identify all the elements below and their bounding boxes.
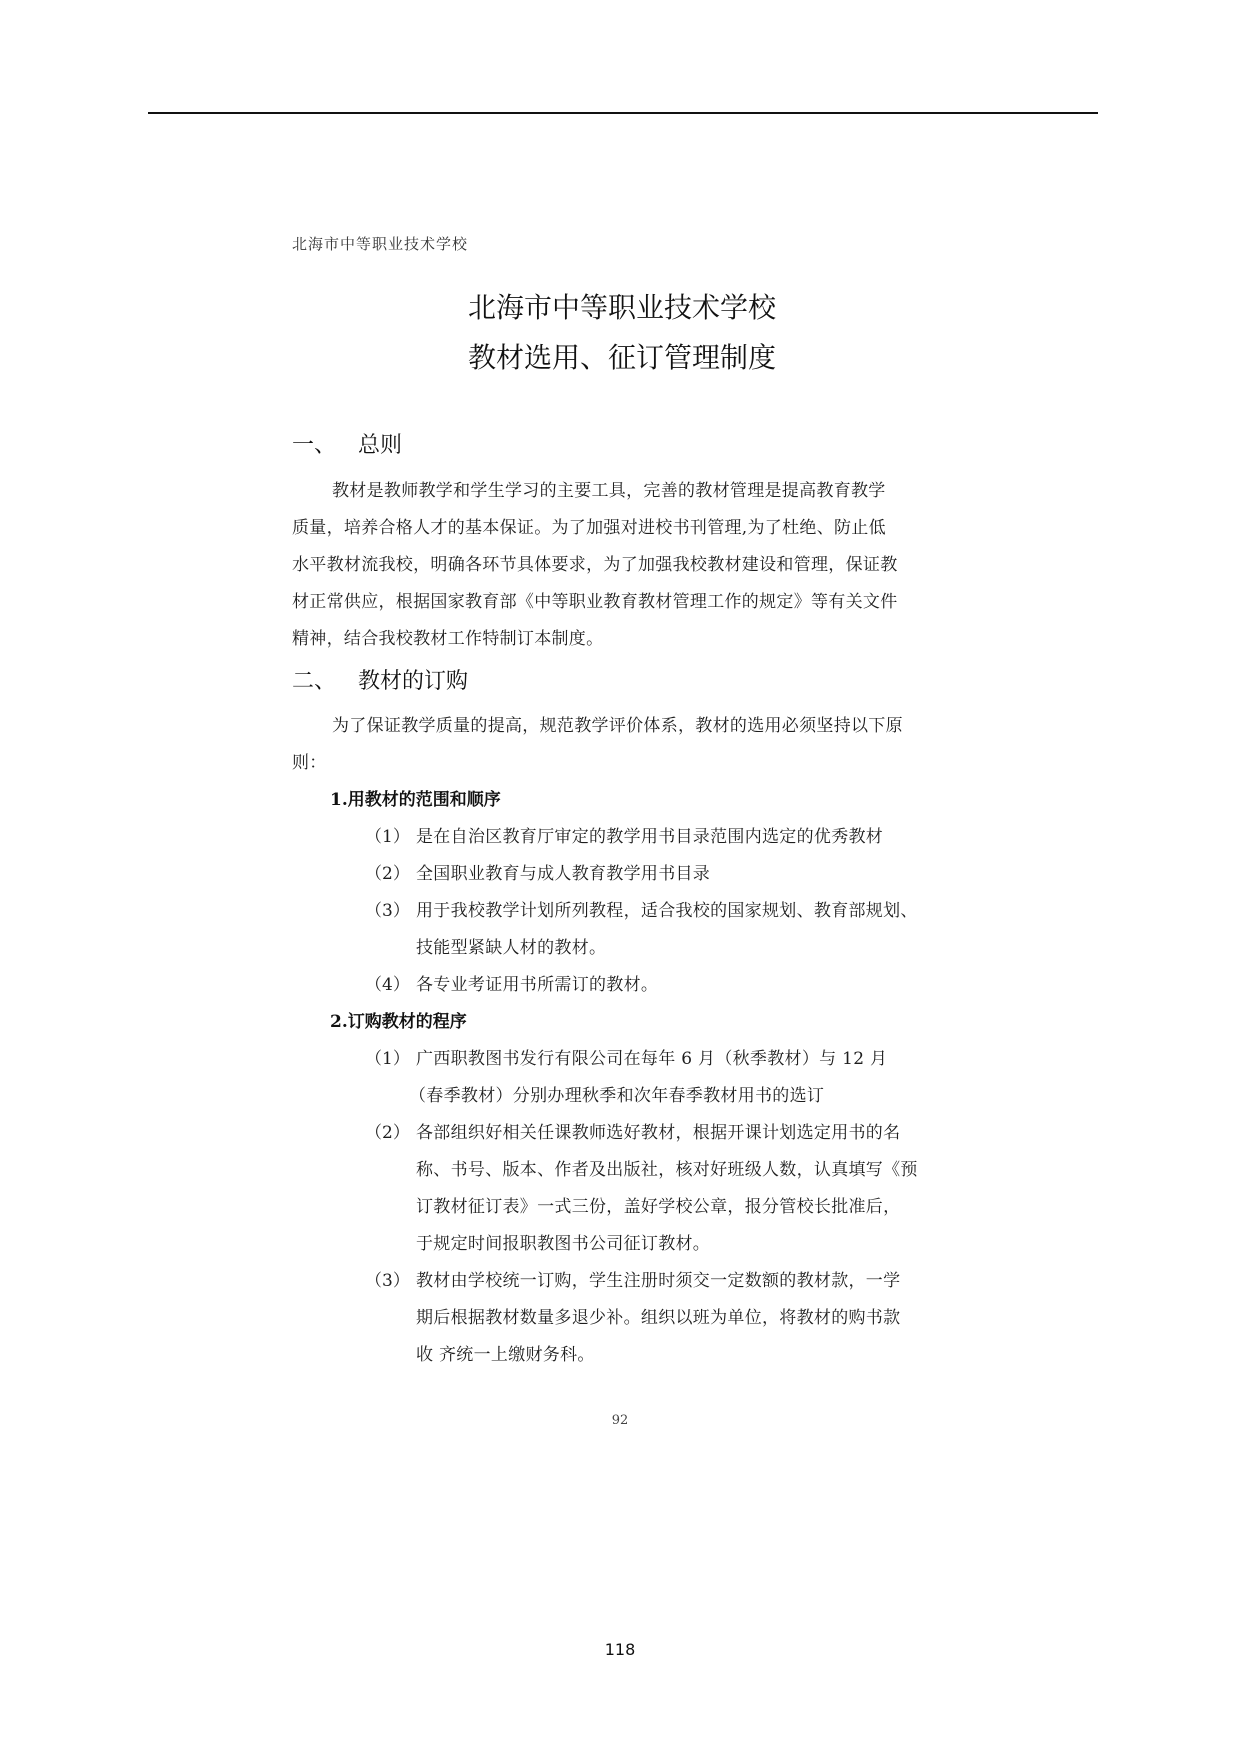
sub1-item-text: 是在自治区教育厅审定的教学用书目录范围内选定的优秀教材 <box>416 827 884 847</box>
section1-paragraph-line: 教材是教师教学和学生学习的主要工具，完善的教材管理是提高教育教学 <box>332 481 886 501</box>
section2-heading <box>292 664 468 695</box>
section1-paragraph-line: 精神，结合我校教材工作特制订本制度。 <box>292 629 604 649</box>
sub2-item-text: 于规定时间报职教图书公司征订教材。 <box>416 1234 711 1254</box>
sub2-item-text: 教材由学校统一订购，学生注册时须交一定数额的教材款，一学 <box>416 1271 901 1291</box>
sub2-item-number: （2） <box>365 1123 410 1143</box>
document-title-line2: 教材选用、征订管理制度 <box>467 341 776 374</box>
sub1-item-number: （4） <box>365 975 410 995</box>
sub2-item-text: 各部组织好相关任课教师选好教材，根据开课计划选定用书的名 <box>416 1123 901 1143</box>
section2-intro-line: 则： <box>292 753 327 773</box>
section1-paragraph-line: 材正常供应，根据国家教育部《中等职业教育教材管理工作的规定》等有关文件 <box>292 592 898 612</box>
sub2-item-number: （1） <box>365 1049 410 1069</box>
inner-page-number: 92 <box>611 1413 629 1428</box>
document-title-line1: 北海市中等职业技术学校 <box>467 291 776 324</box>
sub2-item-text: 称、书号、版本、作者及出版社，核对好班级人数，认真填写《预 <box>416 1160 918 1180</box>
sub2-item-text: 收 齐统一上缴财务科。 <box>416 1345 595 1365</box>
sub1-item-text: 全国职业教育与成人教育教学用书目录 <box>416 864 711 884</box>
sub1-title: 1.用教材的范围和顺序 <box>330 790 501 810</box>
header-rule <box>148 112 1098 114</box>
sub2-title: 2.订购教材的程序 <box>330 1012 467 1032</box>
section1-paragraph-line: 质量，培养合格人才的基本保证。为了加强对进校书刊管理,为了杜绝、防止低 <box>292 518 886 538</box>
sub2-item-text: 广西职教图书发行有限公司在每年 6 月（秋季教材）与 12 月 <box>416 1049 888 1069</box>
header-school-name: 北海市中等职业技术学校 <box>292 235 469 253</box>
section2-number: 二、 <box>292 669 337 694</box>
sub2-item-text: （春季教材）分别办理秋季和次年春季教材用书的选订 <box>409 1086 825 1106</box>
sub2-item-number: （3） <box>365 1271 410 1291</box>
section1-number: 一、 <box>292 433 337 458</box>
sub2-item-text: 期后根据教材数量多退少补。组织以班为单位，将教材的购书款 <box>416 1308 901 1328</box>
section1-title: 总则 <box>358 433 403 458</box>
section2-title: 教材的订购 <box>358 669 469 694</box>
sub1-item-text: 各专业考证用书所需订的教材。 <box>416 975 659 995</box>
sub1-item-number: （3） <box>365 901 410 921</box>
sub1-item-text: 技能型紧缺人材的教材。 <box>416 938 607 958</box>
section2-intro-line: 为了保证教学质量的提高，规范教学评价体系，教材的选用必须坚持以下原 <box>332 716 903 736</box>
sub1-item-number: （1） <box>365 827 410 847</box>
sub1-item-number: （2） <box>365 864 410 884</box>
sub1-item-text: 用于我校教学计划所列教程，适合我校的国家规划、教育部规划、 <box>416 901 918 921</box>
page-number: 118 <box>604 1640 636 1659</box>
sub2-item-text: 订教材征订表》一式三份，盖好学校公章，报分管校长批准后， <box>416 1197 901 1217</box>
section1-heading <box>292 428 402 459</box>
section1-paragraph-line: 水平教材流我校，明确各环节具体要求，为了加强我校教材建设和管理，保证教 <box>292 555 898 575</box>
